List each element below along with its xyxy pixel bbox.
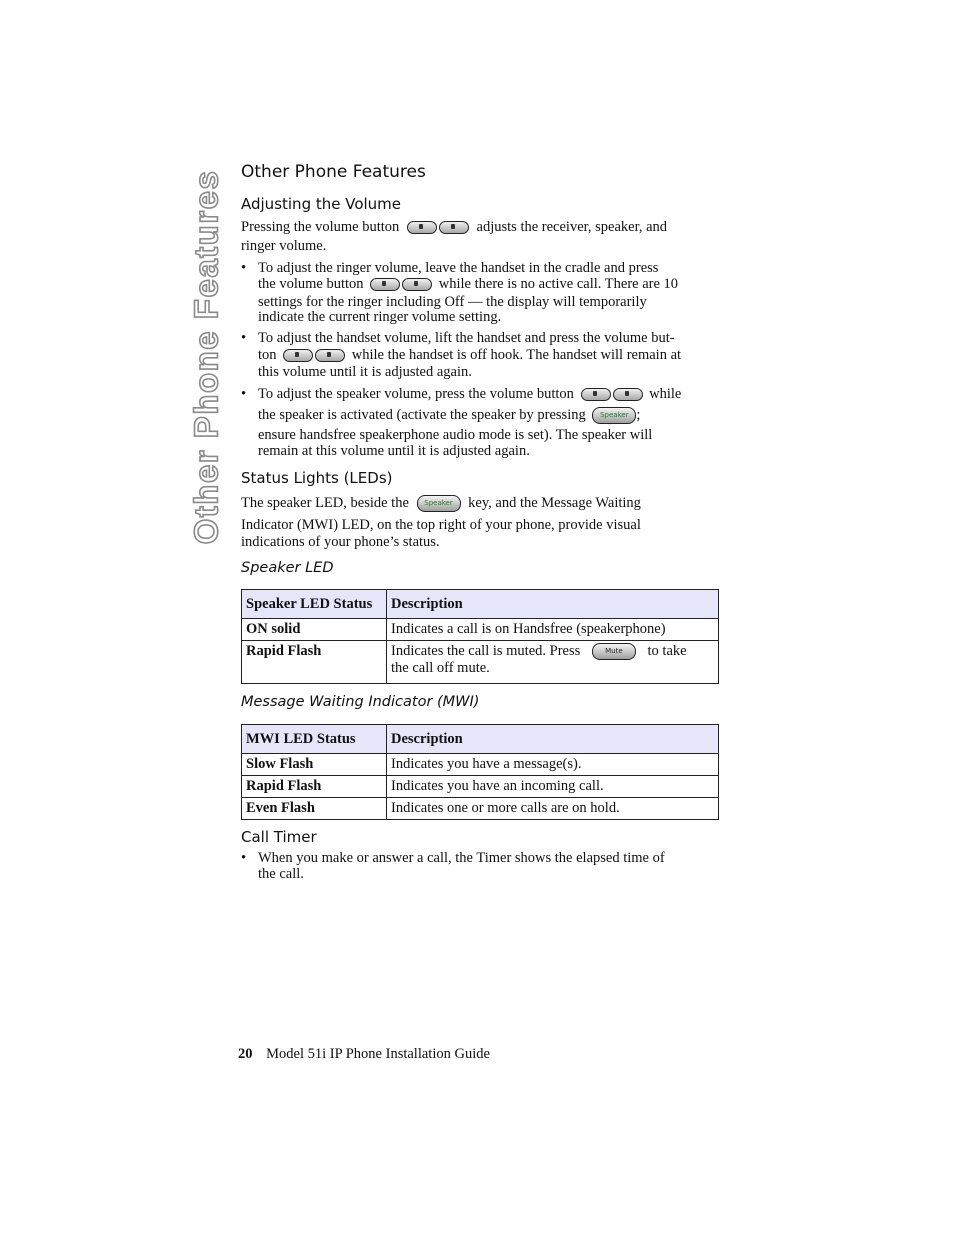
table-cell: Indicates one or more calls are on hold. [387, 798, 719, 820]
document-title: Model 51i IP Phone Installation Guide [266, 1046, 490, 1062]
table-row [242, 641, 719, 684]
timer-bullet-line1: When you make or answer a call, the Timer shows the elapsed time of [258, 850, 665, 866]
status-para-line3: indications of your phone’s status. [241, 534, 440, 550]
handset-bullet-line3: this volume until it is adjusted again. [258, 364, 472, 380]
timer-bullet-line2: the call. [258, 866, 304, 882]
volume-button-icon [407, 221, 469, 234]
speaker-bullet-line1: To adjust the speaker volume, press the volume button while [258, 386, 682, 402]
bullet-dot: • [241, 260, 247, 276]
table-cell: Indicates the call is muted. Press Mute to take the call off mute. [387, 641, 719, 684]
bullet-dot: • [241, 386, 247, 402]
status-para-line1: The speaker LED, beside the Speaker key, and the Message Waiting [241, 495, 641, 511]
table-header-row [242, 590, 719, 619]
table-cell: Rapid Flash [242, 776, 387, 798]
table-row [242, 754, 719, 776]
volume-intro-line2: ringer volume. [241, 238, 327, 254]
table-row [242, 776, 719, 798]
subheading-mwi: Message Waiting Indicator (MWI) [241, 694, 480, 710]
table-cell: Indicates you have an incoming call. [387, 776, 719, 798]
table-cell: ON solid [242, 619, 387, 641]
section-heading-status-lights: Status Lights (LEDs) [241, 469, 393, 487]
bullet-dot: • [241, 330, 247, 346]
speaker-key-icon: Speaker [417, 495, 461, 512]
column-header: MWI LED Status [242, 725, 387, 754]
table-header-row [242, 725, 719, 754]
speaker-key-icon: Speaker [592, 407, 636, 424]
handset-bullet-line1: To adjust the handset volume, lift the handset and press the volume but- [258, 330, 675, 346]
ringer-bullet-line3: settings for the ringer including Off — the display will temporarily [258, 294, 647, 310]
page-number: 20 [238, 1046, 253, 1062]
handset-bullet-line2: ton while the handset is off hook. The handset will remain at [258, 347, 682, 363]
column-header: Description [387, 725, 719, 754]
page-title: Other Phone Features [241, 162, 426, 182]
section-heading-call-timer: Call Timer [241, 828, 317, 846]
side-tab-title: Other Phone Features [187, 169, 224, 545]
table-cell: Slow Flash [242, 754, 387, 776]
table-cell: Rapid Flash [242, 641, 387, 684]
page-footer [238, 1046, 490, 1063]
speaker-bullet-line2: the speaker is activated (activate the speaker by pressing Speaker ; [258, 407, 641, 423]
table-row [242, 798, 719, 820]
ringer-bullet-line2: the volume button while there is no active call. There are 10 [258, 276, 679, 292]
mwi-table [241, 724, 719, 820]
volume-button-icon [370, 278, 432, 291]
speaker-led-table [241, 589, 719, 684]
subheading-speaker-led: Speaker LED [241, 560, 334, 576]
table-row [242, 619, 719, 641]
bullet-dot: • [241, 850, 247, 866]
speaker-bullet-line4: remain at this volume until it is adjusted again. [258, 443, 530, 459]
ringer-bullet-line1: To adjust the ringer volume, leave the handset in the cradle and press [258, 260, 659, 276]
volume-intro-line1: Pressing the volume button adjusts the receiver, speaker, and [241, 219, 668, 235]
mute-key-icon: Mute [592, 643, 636, 660]
table-cell: Even Flash [242, 798, 387, 820]
volume-button-icon [283, 349, 345, 362]
table-cell: Indicates a call is on Handsfree (speakerphone) [387, 619, 719, 641]
column-header: Description [387, 590, 719, 619]
ringer-bullet-line4: indicate the current ringer volume setting. [258, 309, 502, 325]
speaker-bullet-line3: ensure handsfree speakerphone audio mode is set). The speaker will [258, 427, 653, 443]
volume-button-icon [581, 388, 643, 401]
section-heading-volume: Adjusting the Volume [241, 195, 402, 213]
column-header: Speaker LED Status [242, 590, 387, 619]
table-cell: Indicates you have a message(s). [387, 754, 719, 776]
status-para-line2: Indicator (MWI) LED, on the top right of your phone, provide visual [241, 517, 641, 533]
